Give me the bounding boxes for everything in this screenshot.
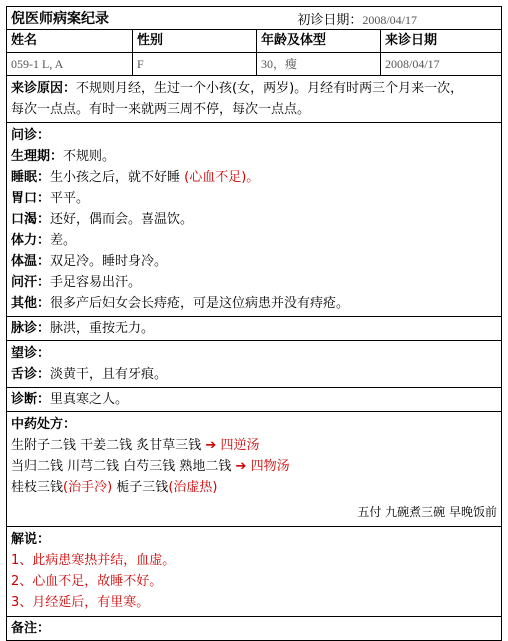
inquiry-item-text: 手足容易出汗。: [50, 275, 142, 290]
inquiry-item-label: 其他：: [11, 296, 51, 311]
herb-zhizi-note: (治虚热): [168, 480, 218, 495]
record-title: 倪医师病案纪录: [11, 11, 109, 27]
prescription-line: [11, 435, 497, 456]
pulse-row: [7, 317, 501, 341]
inquiry-item-text: 很多产后妇女会长痔疮，可是这位病患并没有痔疮。: [50, 296, 350, 311]
inquiry-item: [11, 167, 497, 188]
herb-guizhi-note: (治手冷): [63, 480, 113, 495]
inquiry-item-text: 不规则。: [63, 149, 116, 164]
reason-line1: 不规则月经，生过一个小孩(女，两岁)。月经有时两三个月来一次，: [76, 81, 464, 96]
herb-zhizi: 栀子三钱: [112, 480, 169, 495]
inquiry-item-label: 生理期：: [11, 149, 64, 164]
header-age-build: 年龄及体型: [257, 30, 381, 52]
inquiry-item-text: 双足冷。睡时身冷。: [50, 254, 168, 269]
pulse-label: 脉诊：: [11, 321, 51, 336]
inquiry-item-label: 胃口：: [11, 191, 51, 206]
inquiry-item: [11, 293, 497, 314]
formula-name: 四逆汤: [216, 438, 260, 453]
inquiry-item: [11, 272, 497, 293]
inquiry-item: [11, 230, 497, 251]
prescription-label: 中药处方：: [11, 417, 77, 432]
arrow-right-icon: ➔: [235, 459, 247, 474]
value-visit-date: 2008/04/17: [385, 57, 440, 71]
prescription-line: [11, 477, 497, 498]
first-visit-label: 初诊日期：: [297, 12, 363, 28]
inquiry-item: [11, 146, 497, 167]
formula-name: 四物汤: [246, 459, 290, 474]
value-sex: F: [133, 53, 257, 75]
explanation-point: 2、心血不足，故睡不好。: [11, 574, 163, 589]
inquiry-item-text: 还好，偶而会。喜温饮。: [50, 212, 194, 227]
diagnosis-label: 诊断：: [11, 392, 51, 407]
prescription-line: [11, 456, 497, 477]
inquiry-label: 问诊：: [11, 128, 51, 143]
explanation-point: 3、月经延后，有里寒。: [11, 595, 150, 610]
value-age-build: 30，瘦: [257, 53, 381, 75]
explanation-label: 解说：: [11, 532, 51, 547]
herb-guizhi: 桂枝三钱: [11, 480, 64, 495]
observation-label: 望诊：: [11, 346, 51, 361]
tongue-label: 舌诊：: [11, 367, 51, 382]
observation-section: [7, 341, 501, 388]
inquiry-item-text: 生小孩之后，就不好睡: [50, 170, 185, 185]
first-visit: [297, 9, 417, 28]
herbs-text: 当归二钱 川芎二钱 白芍三钱 熟地二钱: [11, 459, 236, 474]
header-name: 姓名: [7, 30, 133, 52]
diagnosis-row: [7, 388, 501, 412]
remarks-label: 备注：: [11, 621, 51, 636]
reason-line2: 每次一点点。有时一来就两三周不停，每次一点点。: [11, 102, 311, 117]
patient-table-header: [7, 30, 501, 53]
inquiry-item-label: 体温：: [11, 254, 51, 269]
explanation-section: [7, 527, 501, 617]
header-sex: 性别: [133, 30, 257, 52]
inquiry-item-text: 平平。: [50, 191, 90, 206]
inquiry-item: [11, 251, 497, 272]
inquiry-item-note: (心血不足)。: [184, 170, 260, 185]
inquiry-item-text: 差。: [50, 233, 77, 248]
herbs-text: 生附子二钱 干姜二钱 炙甘草三钱: [11, 438, 206, 453]
inquiry-item-label: 体力：: [11, 233, 51, 248]
reason-row: [7, 76, 501, 123]
diagnosis-text: 里真寒之人。: [50, 392, 129, 407]
patient-info-table: [7, 30, 501, 76]
inquiry-item-label: 口渴：: [11, 212, 51, 227]
inquiry-section: [7, 123, 501, 317]
case-record-sheet: [6, 6, 502, 641]
inquiry-item: [11, 188, 497, 209]
explanation-point: 1、此病患寒热并结，血虚。: [11, 553, 176, 568]
header-visit-date: 来诊日期: [385, 33, 438, 48]
first-visit-date: 2008/04/17: [362, 12, 417, 27]
remarks-row: [7, 617, 501, 640]
inquiry-item-label: 睡眠：: [11, 170, 51, 185]
header-row: [7, 7, 501, 30]
arrow-right-icon: ➔: [205, 438, 217, 453]
inquiry-item: [11, 209, 497, 230]
reason-label: 来诊原因：: [11, 81, 77, 96]
patient-table-values: [7, 53, 501, 75]
dosage-instructions: 五付 九碗煮三碗 早晚饭前: [357, 505, 497, 519]
value-name: 059-1 L, A: [7, 53, 133, 75]
tongue-text: 淡黄干，且有牙痕。: [50, 367, 168, 382]
prescription-section: [7, 412, 501, 527]
pulse-text: 脉洪，重按无力。: [50, 321, 155, 336]
inquiry-item-label: 问汗：: [11, 275, 51, 290]
